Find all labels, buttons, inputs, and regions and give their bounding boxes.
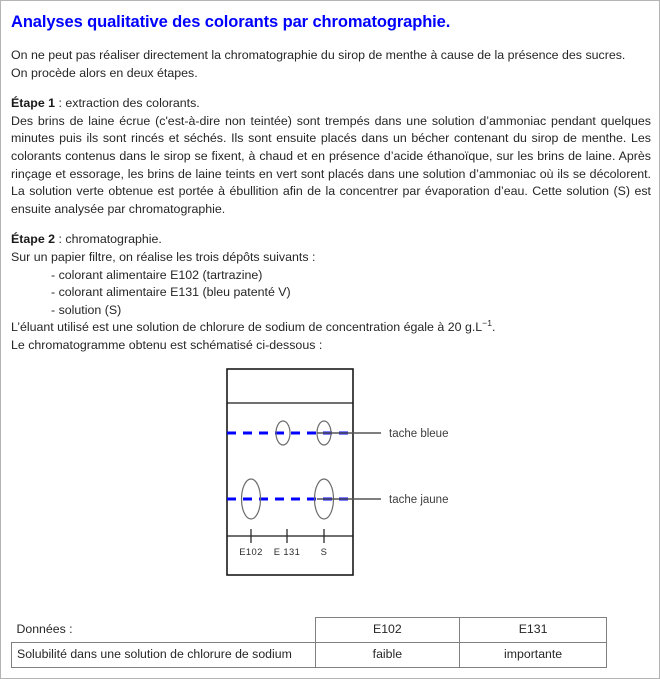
eluant-period: . — [491, 320, 496, 335]
deposit-label-s: S — [320, 545, 328, 557]
data-table — [11, 617, 607, 668]
chromatogram-svg — [11, 363, 651, 591]
table-row-header — [12, 617, 607, 642]
etape2-heading-rest: : chromatographie. — [55, 232, 162, 247]
chromatogram-figure — [11, 363, 651, 591]
eluant-text: L’éluant utilisé est une solution de chlorure de sodium de concentration égale à 20 g.L — [11, 320, 483, 335]
deposit-label-e131: E 131 — [273, 545, 301, 557]
intro-line-1: On ne peut pas réaliser directement la chromatographie du sirop de menthe à cause de la présence des sucres. — [11, 48, 626, 62]
document-body — [11, 7, 651, 668]
cell-solubilite-e131: importante — [460, 642, 607, 667]
deposit-label-e102: E102 — [239, 545, 263, 557]
etape1-heading-rest: : extraction des colorants. — [55, 96, 200, 111]
data-label-header: Données : — [16, 621, 73, 636]
deposit-list-item-2: - colorant alimentaire E131 (bleu patenté V) — [51, 285, 291, 300]
deposit-list-item-3: - solution (S) — [51, 302, 122, 317]
column-header-e102: E102 — [315, 617, 460, 642]
intro-paragraph — [11, 47, 651, 82]
etape1-paragraph: Des brins de laine écrue (c'est-à-dire non teintée) sont trempés dans une solution d’ammoniac pendant quelques minutes puis ils sont rincés et séchés. Ils sont ensuite placés dans un bécher contenant du sirop de menthe. Les colorants contenus dans le sirop se fixent, à chaud et en présence d’acide éthanoïque, sur les brins de laine. Après rinçage et essorage, les brins de laine teints en vert sont placés dans une solution d’ammoniac où ils se décolorent. La solution verte obtenue est portée à ébullition afin de la concentrer par évaporation d’eau. Cette solution (S) est ensuite analysée par chromatographie. — [11, 113, 651, 216]
etape2-lead: Sur un papier filtre, on réalise les trois dépôts suivants : — [11, 249, 316, 264]
intro-line-2: On procède alors en deux étapes. — [11, 65, 198, 80]
eluant-line — [11, 319, 651, 337]
chromatography-plate-outline — [227, 369, 353, 575]
callout-label-tache-jaune: tache jaune — [389, 493, 449, 506]
row-label-solubilite: Solubilité dans une solution de chlorure de sodium — [12, 642, 316, 667]
etape1-heading-label: Étape 1 — [11, 96, 56, 111]
column-header-e131: E131 — [460, 617, 607, 642]
page-title: Analyses qualitative des colorants par chromatographie. — [11, 13, 451, 31]
eluant-exponent: −1 — [482, 318, 492, 329]
deposit-list-item-1: - colorant alimentaire E102 (tartrazine) — [51, 267, 263, 282]
etape2-heading — [11, 231, 651, 249]
callout-label-tache-bleue: tache bleue — [389, 427, 449, 440]
cell-solubilite-e102: faible — [315, 642, 460, 667]
etape2-heading-label: Étape 2 — [11, 232, 56, 247]
table-row — [12, 642, 607, 667]
chromatogram-intro: Le chromatogramme obtenu est schématisé ci-dessous : — [11, 337, 323, 352]
etape1-heading — [11, 95, 651, 113]
